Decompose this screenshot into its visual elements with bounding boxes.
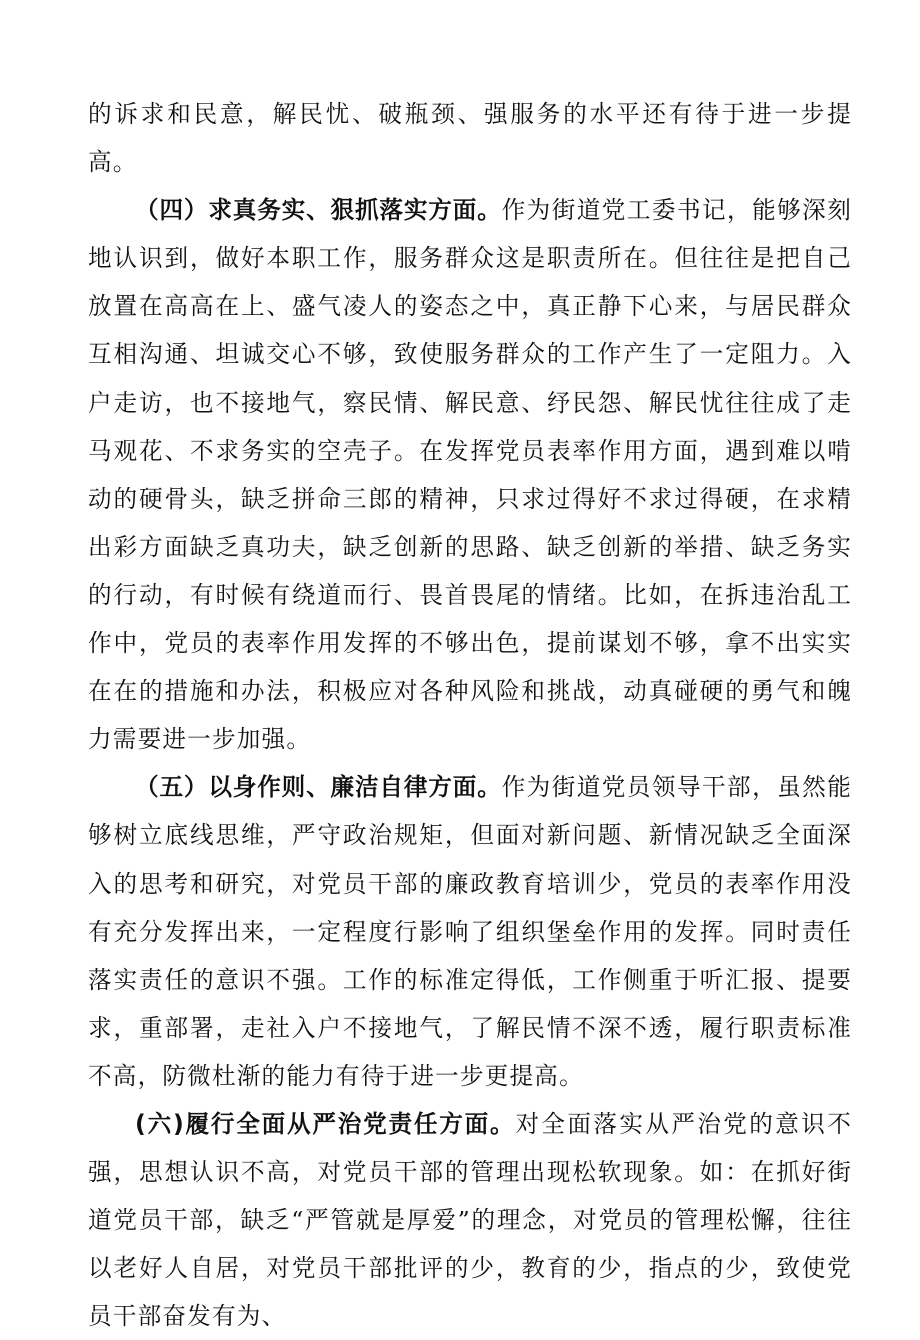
paragraph-section-6	[88, 1100, 852, 1340]
paragraph-section-5	[88, 763, 852, 1100]
paragraph-body: 作为街道党工委书记，能够深刻地认识到，做好本职工作，服务群众这是职责所在。但往往是把自己放置在高高在上、盛气凌人的姿态之中，真正静下心来，与居民群众互相沟通、坦诚交心不够，致使服务群众的工作产生了一定阻力。入户走访，也不接地气，察民情、解民意、纾民怨、解民忧往往成了走马观花、不求务实的空壳子。在发挥党员表率作用方面，遇到难以啃动的硬骨头，缺乏拼命三郎的精神，只求过得好不求过得硬，在求精出彩方面缺乏真功夫，缺乏创新的思路、缺乏创新的举措、缺乏务实的行动，有时候有绕道而行、畏首畏尾的情绪。比如，在拆违治乱工作中，党员的表率作用发挥的不够出色，提前谋划不够，拿不出实实在在的措施和办法，积极应对各种风险和挑战，动真碰硬的勇气和魄力需要进一步加强。	[88, 196, 852, 754]
paragraph-body: 作为街道党员领导干部，虽然能够树立底线思维，严守政治规矩，但面对新问题、新情况缺乏全面深入的思考和研究，对党员干部的廉政教育培训少，党员的表率作用没有充分发挥出来，一定程度行影响了组织堡垒作用的发挥。同时责任落实责任的意识不强。工作的标准定得低，工作侧重于听汇报、提要求，重部署，走社入户不接地气，了解民情不深不透，履行职责标准不高，防微杜渐的能力有待于进一步更提高。	[88, 773, 852, 1090]
paragraph-section-4	[88, 186, 852, 763]
paragraph-body: 对全面落实从严治党的意识不强，思想认识不高，对党员干部的管理出现松软现象。如：在抓好街道党员干部，缺乏“严管就是厚爱”的理念，对党员的管理松懈，往往以老好人自居，对党员干部批评的少，教育的少，指点的少，致使党员干部奋发有为、	[88, 1109, 852, 1331]
paragraph-body: 的诉求和民意，解民忧、破瓶颈、强服务的水平还有待于进一步提高。	[88, 100, 852, 177]
section-heading: （五）以身作则、廉洁自律方面。	[135, 773, 502, 802]
section-heading: (六)履行全面从严治党责任方面。	[135, 1109, 516, 1138]
document-body	[88, 90, 852, 1340]
paragraph-continuation	[88, 90, 852, 186]
section-heading: （四）求真务实、狠抓落实方面。	[135, 196, 502, 225]
